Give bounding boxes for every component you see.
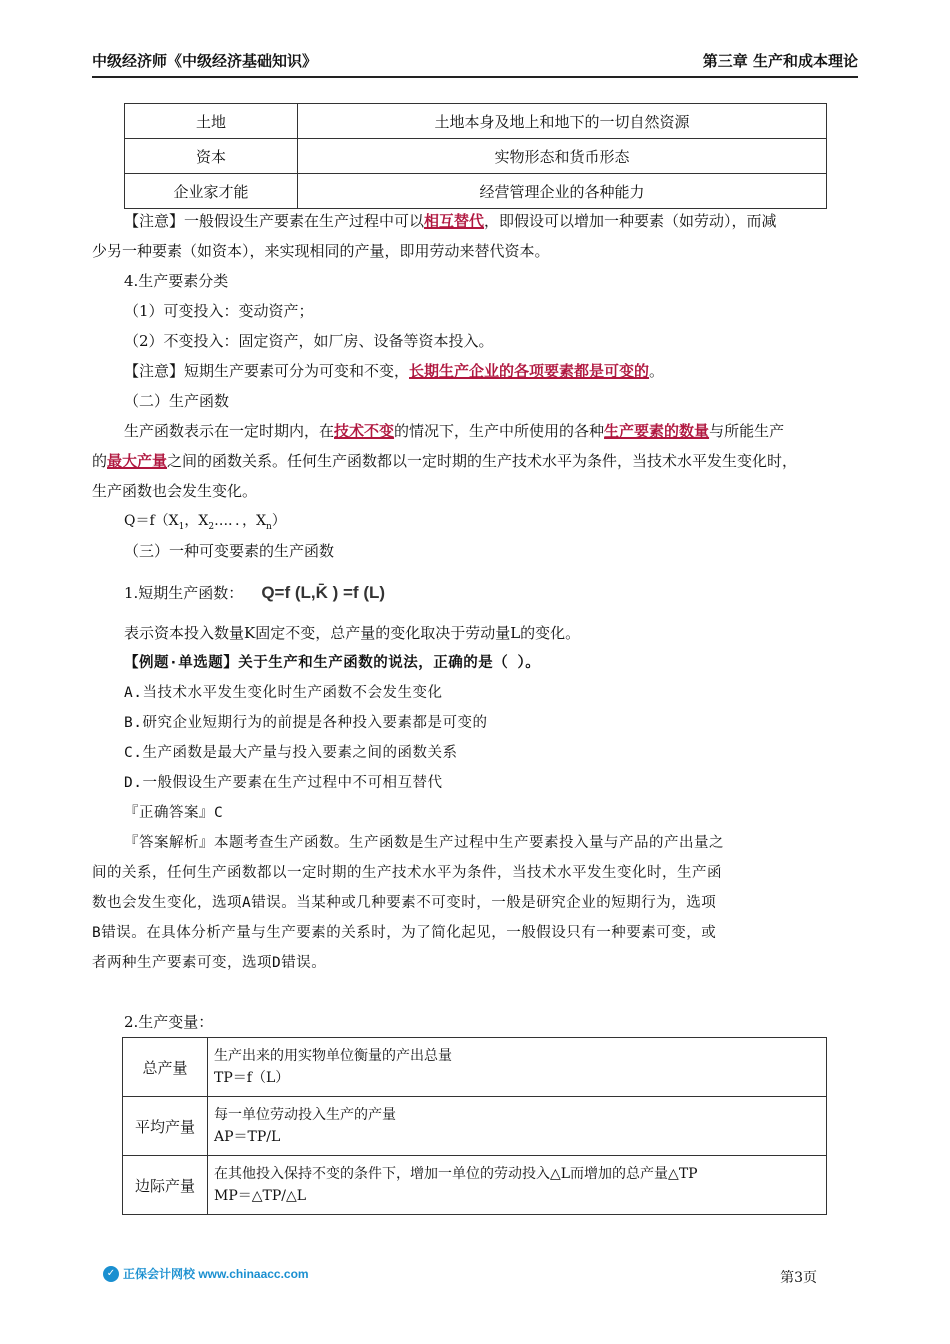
analysis-line: 间的关系，任何生产函数都以一定时期的生产技术水平为条件，当技术水平发生变化时，生产函 <box>92 865 722 881</box>
paragraph <box>92 451 862 471</box>
formula-part: ） <box>271 513 286 529</box>
variable-desc: 每一单位劳动投入生产的产量 <box>214 1107 396 1123</box>
factor-desc: 实物形态和货币形态 <box>298 139 827 174</box>
section-title: （二）生产函数 <box>124 392 230 410</box>
highlight-text: 技术不变 <box>334 422 395 440</box>
option-d: D.一般假设生产要素在生产过程中不可相互替代 <box>124 775 443 791</box>
short-run-formula: Q=f (L,K̄ ) =f (L) <box>261 583 386 602</box>
note-text: 【注意】短期生产要素可分为可变和不变， <box>124 362 410 380</box>
paragraph-text: 之间的函数关系。任何生产函数都以一定时期的生产技术水平为条件，当技术水平发生变化时， <box>167 452 798 470</box>
note-long-term <box>124 361 894 381</box>
note-substitution-line2: 少另一种要素（如资本），来实现相同的产量，即用劳动来替代资本。 <box>92 242 550 260</box>
variable-desc-cell <box>208 1038 827 1097</box>
section-title: 2.生产变量： <box>124 1013 214 1031</box>
page-header <box>92 50 858 78</box>
analysis-line: 数也会发生变化，选项A错误。当某种或几种要素不可变时，一般是研究企业的短期行为，选项 <box>92 895 717 911</box>
variable-desc-cell <box>208 1097 827 1156</box>
paragraph-text: 的 <box>92 452 108 470</box>
formula-sub: 1 <box>178 521 185 532</box>
table-row <box>125 139 827 174</box>
variable-name: 边际产量 <box>123 1156 208 1215</box>
option-b: B.研究企业短期行为的前提是各种投入要素都是可变的 <box>124 715 488 731</box>
table-row <box>123 1156 827 1215</box>
paragraph <box>124 421 894 441</box>
variable-name: 总产量 <box>123 1038 208 1097</box>
factor-name: 企业家才能 <box>125 174 298 209</box>
paragraph-text: 生产函数表示在一定时期内，在 <box>124 422 335 440</box>
header-book-title: 中级经济师《中级经济基础知识》 <box>92 52 318 70</box>
note-text: 【注意】一般假设生产要素在生产过程中可以 <box>124 212 425 230</box>
table-row <box>123 1038 827 1097</box>
production-function-formula <box>124 511 894 537</box>
footer-logo <box>103 1265 309 1282</box>
header-chapter-title: 第三章 生产和成本理论 <box>702 52 858 70</box>
variable-formula: AP＝TP/L <box>214 1129 281 1145</box>
option-c: C.生产函数是最大产量与投入要素之间的函数关系 <box>124 745 458 761</box>
paragraph-text: 与所能生产 <box>709 422 785 440</box>
section-title: （三）一种可变要素的生产函数 <box>124 542 335 560</box>
table-row <box>123 1097 827 1156</box>
list-item: （1）可变投入：变动资产； <box>124 302 314 320</box>
option-a: A.当技术水平发生变化时生产函数不会发生变化 <box>124 685 443 701</box>
section-title: 4.生产要素分类 <box>124 272 229 290</box>
logo-icon: ✓ <box>103 1266 119 1282</box>
table-row <box>125 174 827 209</box>
variable-desc: 生产出来的用实物单位衡量的产出总量 <box>214 1048 452 1064</box>
factor-desc: 土地本身及地上和地下的一切自然资源 <box>298 104 827 139</box>
paragraph-text: 的情况下，生产中所使用的各种 <box>394 422 605 440</box>
variable-desc: 在其他投入保持不变的条件下，增加一单位的劳动投入△L而增加的总产量△TP <box>214 1166 698 1182</box>
variable-formula: TP＝f（L） <box>214 1070 290 1086</box>
variable-desc-cell <box>208 1156 827 1215</box>
formula-part: …．．，X <box>214 513 267 529</box>
highlight-text: 相互替代 <box>424 212 485 230</box>
analysis-line: B错误。在具体分析产量与生产要素的关系时，为了简化起见，一般假设只有一种要素可变，或 <box>92 925 717 941</box>
factors-table <box>124 103 827 209</box>
variable-formula: MP＝△TP/△L <box>214 1188 307 1204</box>
note-text: 。 <box>649 362 665 380</box>
factor-name: 资本 <box>125 139 298 174</box>
paragraph: 生产函数也会发生变化。 <box>92 482 258 500</box>
logo-text: 正保会计网校 www.chinaacc.com <box>123 1267 309 1281</box>
variable-name: 平均产量 <box>123 1097 208 1156</box>
formula-part: Q＝f（X <box>124 513 179 529</box>
production-variables-table <box>122 1037 827 1215</box>
formula-sub: 2 <box>208 521 215 532</box>
highlight-text: 最大产量 <box>107 452 168 470</box>
analysis-line: 『答案解析』本题考查生产函数。生产函数是生产过程中生产要素投入量与产品的产出量之 <box>124 835 724 851</box>
short-run-label: 1.短期生产函数： <box>124 584 244 602</box>
formula-part: ，X <box>184 513 209 529</box>
analysis-line: 者两种生产要素可变，选项D错误。 <box>92 955 327 971</box>
highlight-text: 长期生产企业的各项要素都是可变的 <box>409 362 650 380</box>
paragraph: 表示资本投入数量K固定不变，总产量的变化取决于劳动量L的变化。 <box>124 624 581 642</box>
correct-answer: 『正确答案』C <box>124 805 224 821</box>
note-text: ，即假设可以增加一种要素（如劳动），而减 <box>484 212 777 230</box>
table-row <box>125 104 827 139</box>
formula-sub: n <box>266 521 272 532</box>
list-item: （2）不变投入：固定资产，如厂房、设备等资本投入。 <box>124 332 494 350</box>
factor-name: 土地 <box>125 104 298 139</box>
example-title: 【例题·单选题】关于生产和生产函数的说法，正确的是（ ）。 <box>124 655 541 671</box>
note-substitution <box>124 211 894 231</box>
highlight-text: 生产要素的数量 <box>604 422 710 440</box>
page-number: 第3页 <box>780 1270 817 1286</box>
factor-desc: 经营管理企业的各种能力 <box>298 174 827 209</box>
short-run-function <box>124 583 894 603</box>
